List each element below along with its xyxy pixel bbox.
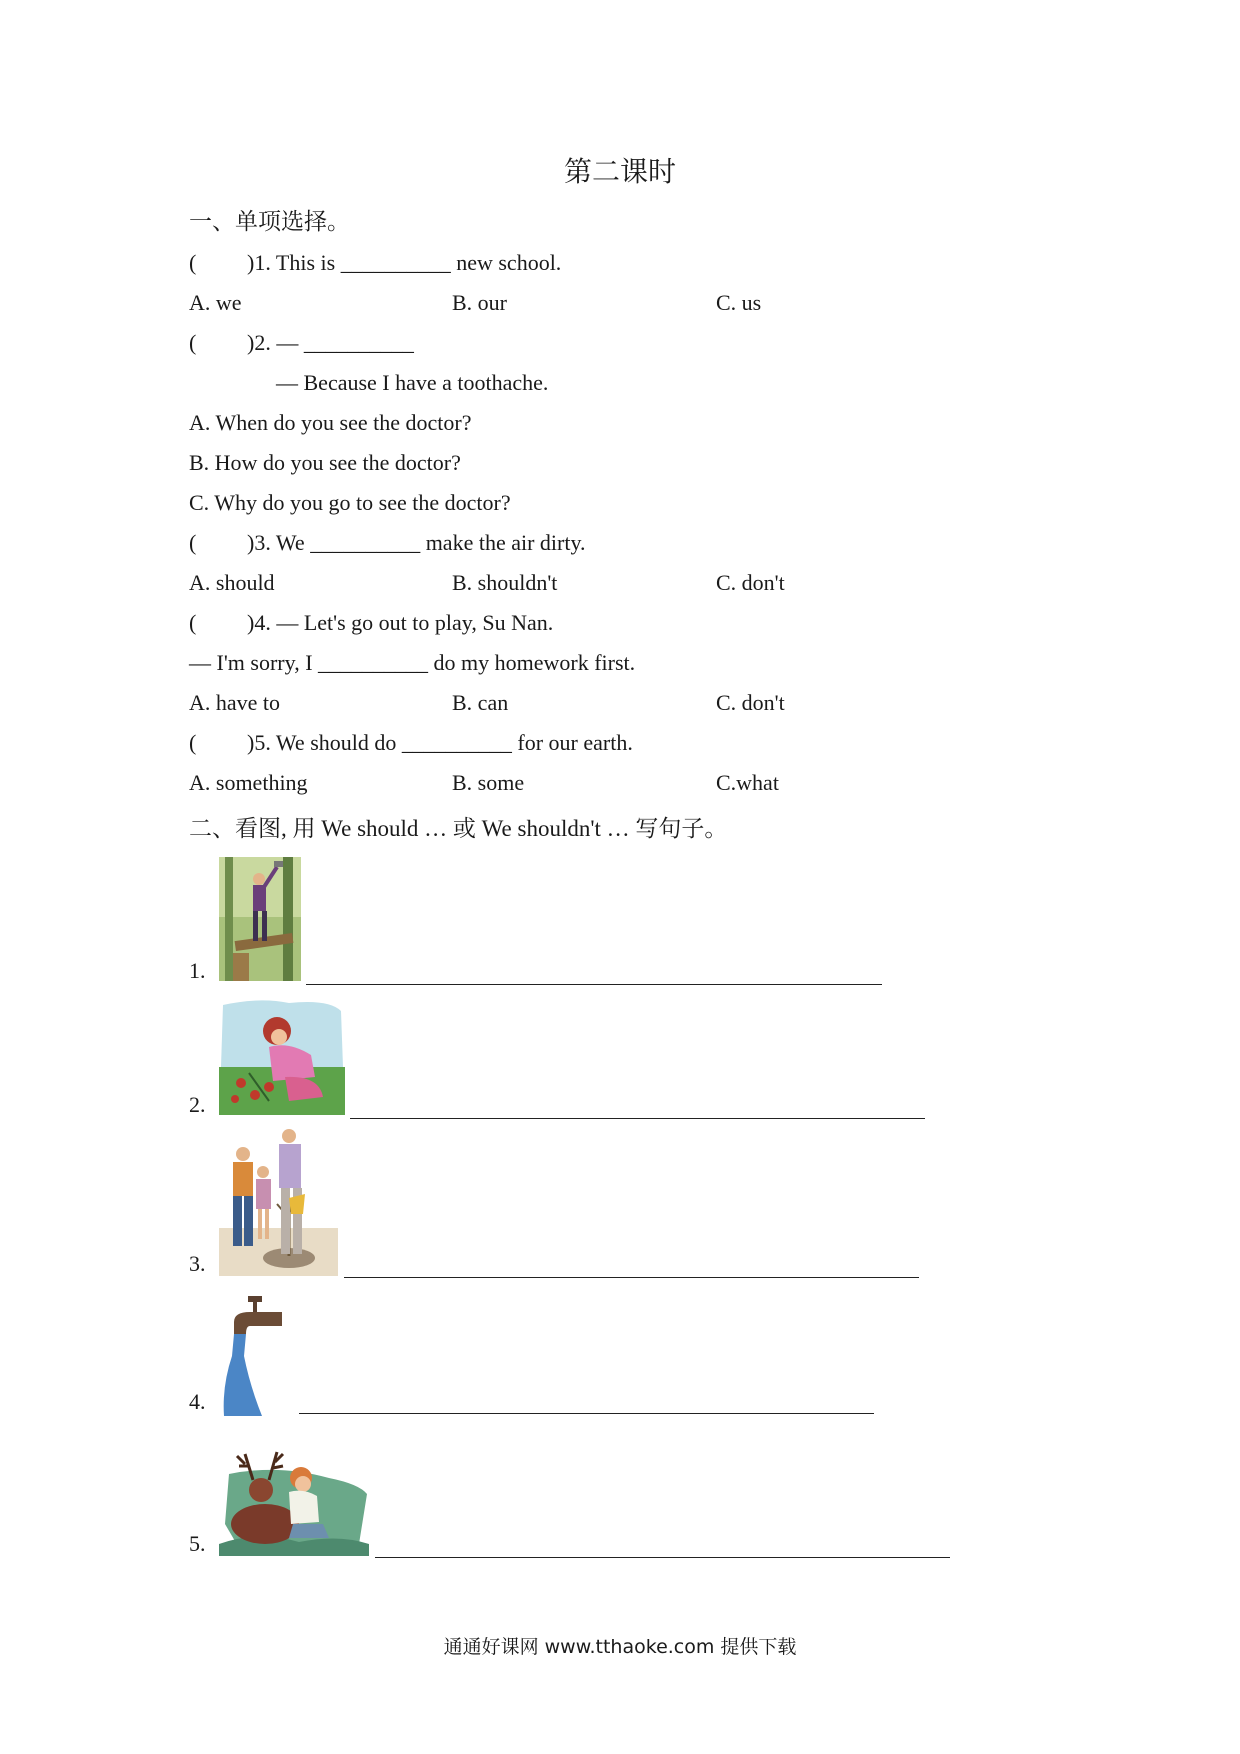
- question-3: [189, 530, 586, 556]
- option-a: A. have to: [189, 690, 281, 715]
- question-4: [189, 610, 553, 636]
- option-a: A. should: [189, 570, 275, 595]
- question-2: [189, 330, 414, 356]
- option-b: B. some: [452, 770, 525, 795]
- option-c: C. us: [716, 290, 762, 315]
- option-c: C. don't: [716, 570, 785, 595]
- answer-blank[interactable]: [299, 1413, 874, 1414]
- boy-with-deer-picture: [219, 1434, 371, 1556]
- item-number: 2.: [189, 1092, 206, 1117]
- option-b: B. shouldn't: [452, 570, 558, 595]
- footer-credit: 通通好课网 www.tthaoke.com 提供下载: [443, 1636, 797, 1658]
- question-stem: )2. — __________: [247, 330, 414, 355]
- answer-paren: (: [189, 530, 197, 555]
- answer-paren: (: [189, 250, 197, 275]
- item-number: 4.: [189, 1389, 206, 1414]
- answer-paren: (: [189, 330, 197, 355]
- section-2-heading: 二、看图, 用 We should … 或 We shouldn't … 写句子。: [189, 816, 728, 841]
- answer-line: — Because I have a toothache.: [276, 370, 549, 395]
- option-b: B. can: [452, 690, 509, 715]
- answer-blank[interactable]: [350, 1118, 925, 1119]
- answer-paren: (: [189, 730, 197, 755]
- question-stem: )1. This is __________ new school.: [247, 250, 562, 275]
- question-5: [189, 730, 633, 756]
- answer-blank[interactable]: [375, 1557, 950, 1558]
- option-c: C. don't: [716, 690, 785, 715]
- page-title: 第二课时: [563, 157, 676, 188]
- question-stem: )3. We __________ make the air dirty.: [247, 530, 586, 555]
- section-1-heading: 一、单项选择。: [189, 209, 350, 234]
- running-tap-picture: [220, 1296, 286, 1416]
- option-b: B. How do you see the doctor?: [189, 450, 461, 475]
- item-number: 1.: [189, 958, 206, 983]
- option-b: B. our: [452, 290, 507, 315]
- girl-picking-flowers-picture: [219, 997, 345, 1115]
- question-stem: )5. We should do __________ for our earth.: [247, 730, 633, 755]
- answer-blank[interactable]: [306, 984, 882, 985]
- question-1: [189, 250, 561, 276]
- question-4-reply: — I'm sorry, I __________ do my homework first.: [189, 650, 636, 675]
- question-stem: )4. — Let's go out to play, Su Nan.: [247, 610, 554, 635]
- option-a: A. something: [189, 770, 308, 795]
- answer-paren: (: [189, 610, 197, 635]
- item-number: 3.: [189, 1251, 206, 1276]
- option-c: C.what: [716, 770, 779, 795]
- option-a: A. we: [189, 290, 242, 315]
- option-a: A. When do you see the doctor?: [189, 410, 472, 435]
- man-cutting-tree-picture: [219, 857, 301, 981]
- item-number: 5.: [189, 1531, 206, 1556]
- option-c: C. Why do you go to see the doctor?: [189, 490, 511, 515]
- family-planting-tree-picture: [219, 1128, 338, 1276]
- answer-blank[interactable]: [344, 1277, 919, 1278]
